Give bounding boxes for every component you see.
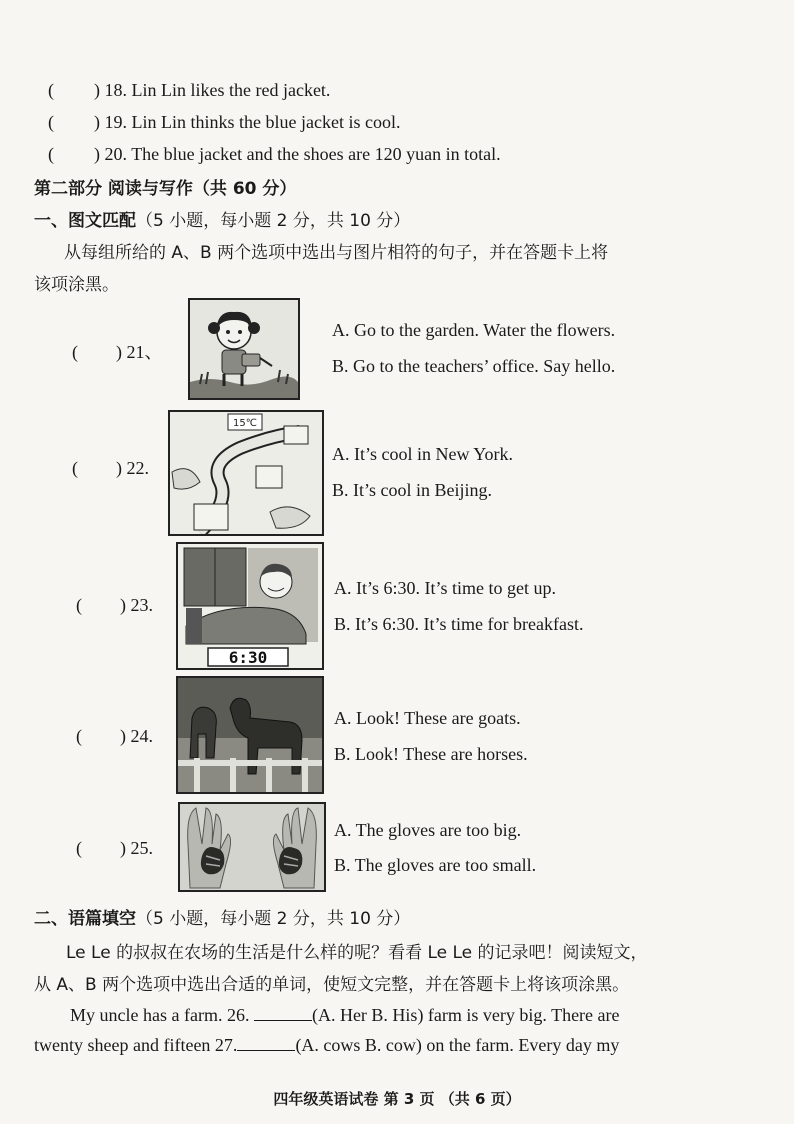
answer-paren[interactable]: ( — [76, 595, 82, 615]
part2-title: 第二部分 阅读与写作（共 60 分） — [34, 179, 297, 199]
section1-heading — [34, 206, 410, 231]
answer-paren[interactable]: ( — [72, 458, 78, 478]
question-19: ( ) 19. Lin Lin thinks the blue jacket is cool. — [48, 112, 401, 132]
section2-title: 二、语篇填空 — [34, 909, 136, 929]
horses-icon — [178, 678, 322, 792]
girl-watering-icon — [190, 300, 298, 398]
question-21-option-b[interactable]: B. Go to the teachers’ office. Say hello. — [332, 356, 616, 376]
question-24-option-a[interactable]: A. Look! These are goats. — [334, 708, 521, 728]
answer-paren[interactable]: ( — [48, 80, 54, 100]
blank-26[interactable] — [254, 1004, 312, 1021]
section1-meta: （5 小题，每小题 2 分，共 10 分） — [136, 211, 411, 231]
blank-27[interactable] — [237, 1034, 295, 1051]
question-24-option-b[interactable]: B. Look! These are horses. — [334, 744, 528, 764]
question-21-number: ( ) 21、 — [72, 342, 163, 362]
answer-paren[interactable]: ( — [76, 838, 82, 858]
temperature-label: 15℃ — [233, 418, 257, 429]
section2-instruction-1: Le Le 的叔叔在农场的生活是什么样的呢？看看 Le Le 的记录吧！阅读短文， — [66, 943, 648, 963]
question-22-option-b[interactable]: B. It’s cool in Beijing. — [332, 480, 492, 500]
question-22-number: ( ) 22. — [72, 458, 149, 478]
question-18: ( ) 18. Lin Lin likes the red jacket. — [48, 80, 331, 100]
picture-boy-in-bed — [176, 542, 324, 670]
great-wall-icon — [170, 412, 322, 534]
page-footer: 四年级英语试卷 第 3 页 （共 6 页） — [273, 1090, 521, 1108]
question-23-option-a[interactable]: A. It’s 6:30. It’s time to get up. — [334, 578, 556, 598]
question-23-number: ( ) 23. — [76, 595, 153, 615]
section1-instruction-1: 从每组所给的 A、B 两个选项中选出与图片相符的句子，并在答题卡上将 — [64, 243, 609, 263]
clock-label: 6:30 — [228, 648, 268, 667]
answer-paren[interactable]: ( — [48, 144, 54, 164]
section2-heading — [34, 904, 410, 929]
question-21-option-a[interactable]: A. Go to the garden. Water the flowers. — [332, 320, 616, 340]
section2-meta: （5 小题，每小题 2 分，共 10 分） — [136, 909, 411, 929]
picture-gloves — [178, 802, 326, 892]
question-22-option-a[interactable]: A. It’s cool in New York. — [332, 444, 514, 464]
passage-line-2: twenty sheep and fifteen 27. (A. cows B. cow) on the farm. Every day my — [34, 1035, 620, 1055]
boy-in-bed-icon — [178, 544, 322, 668]
picture-horses — [176, 676, 324, 794]
section1-instruction-2: 该项涂黑。 — [34, 275, 119, 295]
question-20: ( ) 20. The blue jacket and the shoes are 120 yuan in total. — [48, 144, 501, 164]
section2-instruction-2: 从 A、B 两个选项中选出合适的单词，使短文完整，并在答题卡上将该项涂黑。 — [34, 975, 630, 995]
picture-great-wall — [168, 410, 324, 536]
question-24-number: ( ) 24. — [76, 726, 153, 746]
question-25-option-b[interactable]: B. The gloves are too small. — [334, 855, 537, 875]
answer-paren[interactable]: ( — [72, 342, 78, 362]
answer-paren[interactable]: ( — [48, 112, 54, 132]
answer-paren[interactable]: ( — [76, 726, 82, 746]
question-25-number: ( ) 25. — [76, 838, 153, 858]
question-23-option-b[interactable]: B. It’s 6:30. It’s time for breakfast. — [334, 614, 584, 634]
picture-girl-watering — [188, 298, 300, 400]
passage-line-1: My uncle has a farm. 26. (A. Her B. His) farm is very big. There are — [70, 1005, 620, 1025]
question-25-option-a[interactable]: A. The gloves are too big. — [334, 820, 522, 840]
gloves-icon — [180, 804, 324, 890]
section1-title: 一、图文匹配 — [34, 211, 136, 231]
